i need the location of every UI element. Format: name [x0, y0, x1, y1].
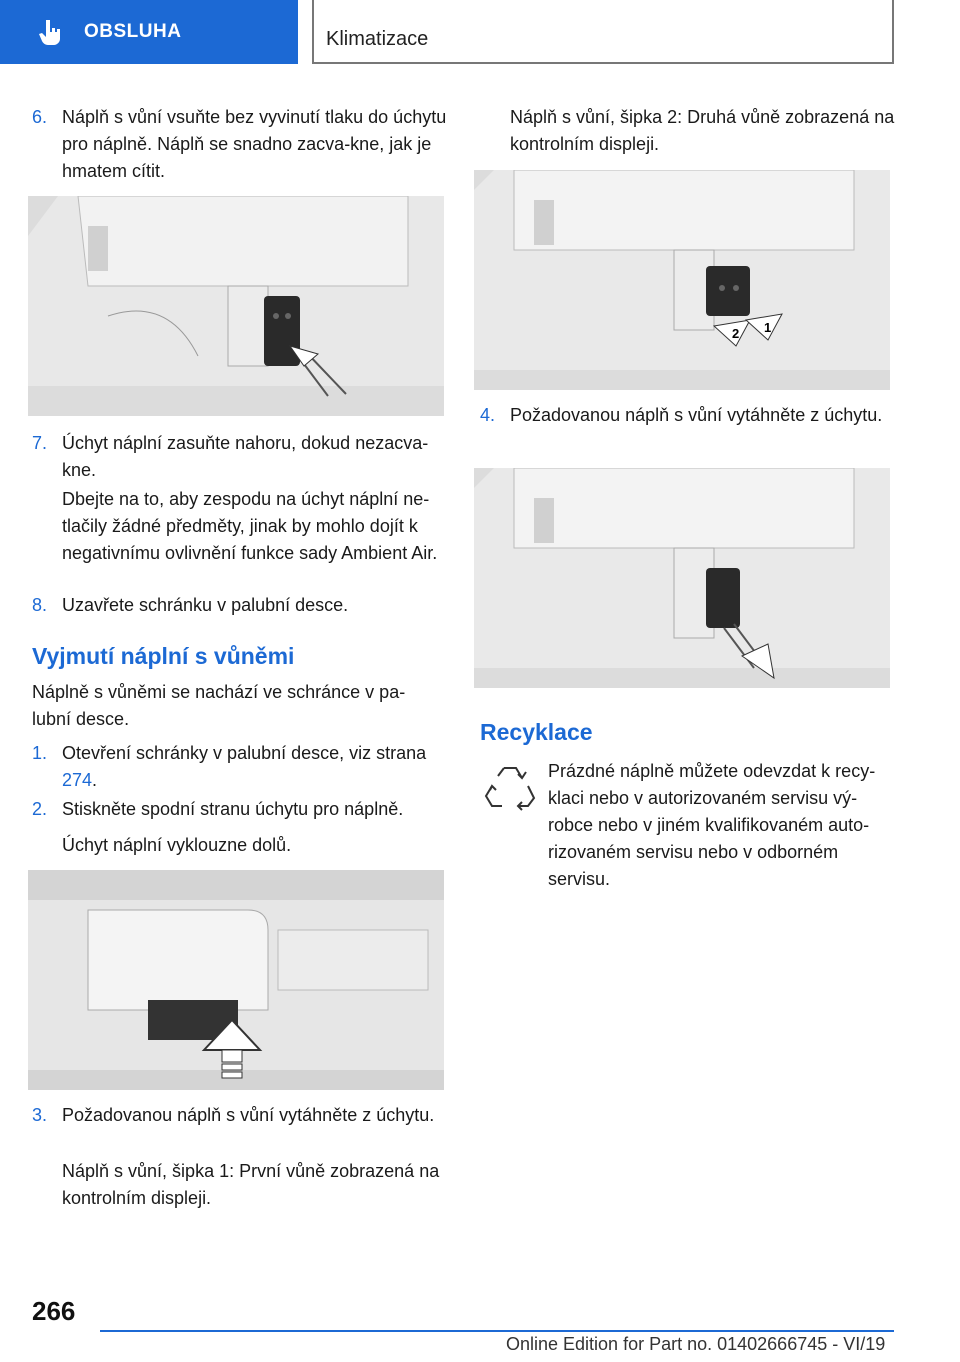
arrow-2-note: Náplň s vůní, šipka 2: Druhá vůně zobrazená na kontrolním displeji.	[510, 107, 895, 154]
step-number: 7.	[32, 433, 48, 453]
page-number: 266	[32, 1296, 76, 1326]
chapter-header	[312, 0, 894, 64]
figure-drawing	[474, 170, 890, 390]
recycling-text-part: Prázdné náplně můžete odevzdat k recy‐klaci nebo v autorizovaném servisu vý‐robce nebo v jiném kvalifikovaném auto‐rizovaném servisu nebo v odborném servisu.	[548, 761, 876, 889]
figure-insert-cartridge	[28, 196, 444, 416]
hand-pointer-icon	[38, 18, 64, 46]
figure-drawing	[28, 870, 444, 1090]
step-text: Uzavřete schránku v palubní desce.	[62, 595, 349, 615]
step-text: Stiskněte spodní stranu úchytu pro náplně.	[62, 799, 404, 819]
step-number: 4.	[480, 405, 496, 425]
removal-intro: Náplně s vůněmi se nachází ve schránce v pa‐lubní desce.	[32, 682, 406, 729]
chapter-title: Klimatizace	[326, 28, 429, 50]
heading-removal: Vyjmutí náplní s vůněmi	[32, 643, 295, 669]
arrow-label-1: 1	[764, 320, 772, 335]
footer-rule	[100, 1330, 894, 1332]
page-link-274[interactable]: 274	[62, 770, 93, 790]
step-number: 6.	[32, 107, 48, 127]
figure-pull-cartridge	[474, 468, 890, 688]
heading-recycling: Recyklace	[480, 719, 593, 745]
removal-step-3-note: Náplň s vůní, šipka 1: První vůně zobrazená na kontrolním displeji.	[62, 1161, 440, 1208]
step-text: Požadovanou náplň s vůní vytáhněte z úchytu.	[510, 405, 883, 425]
step-number: 3.	[32, 1105, 48, 1125]
section-tab[interactable]	[0, 0, 298, 64]
figure-drawing	[28, 196, 444, 416]
step-text: Otevření schránky v palubní desce, viz strana 274.	[62, 743, 427, 790]
figure-press-holder	[28, 870, 444, 1090]
figure-drawing	[474, 468, 890, 688]
removal-step-2-note: Úchyt náplní vyklouzne dolů.	[62, 835, 292, 855]
arrow-label-2: 2	[732, 326, 740, 341]
step-text: Úchyt náplní zasuňte nahoru, dokud nezacva‐kne.	[62, 433, 429, 480]
step-number: 8.	[32, 595, 48, 615]
section-label: OBSLUHA	[84, 21, 182, 42]
figure-arrows-1-2	[474, 170, 890, 390]
step-7-note: Dbejte na to, aby zespodu na úchyt náplní ne‐tlačily žádné předměty, jinak by mohlo dojít k negativnímu ovlivnění funkce sady Ambient Air.	[62, 489, 438, 563]
step-text: Požadovanou náplň s vůní vytáhněte z úchytu.	[62, 1105, 435, 1125]
edition-text: Online Edition for Part no. 01402666745 - VI/19	[506, 1334, 886, 1354]
step-number: 1.	[32, 743, 48, 763]
recycle-icon	[482, 760, 538, 816]
step-text: Náplň s vůní vsuňte bez vyvinutí tlaku do úchytu pro náplně. Náplň se snadno zacva‐kne, jak je hmatem cítit.	[62, 107, 447, 181]
step-number: 2.	[32, 799, 48, 819]
